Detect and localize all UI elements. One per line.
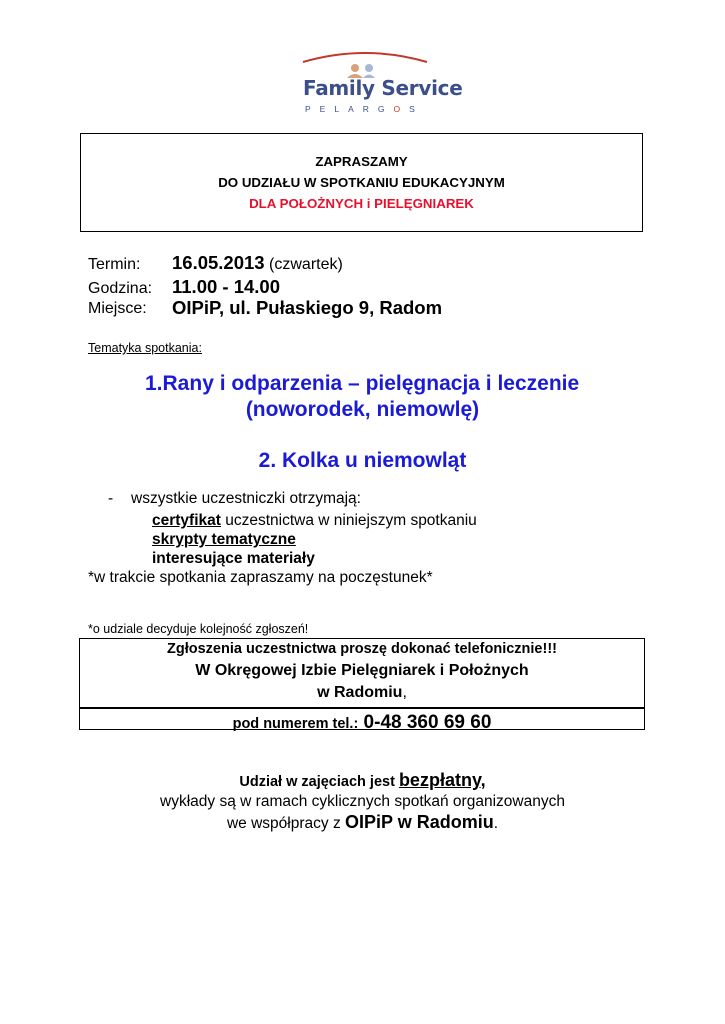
refreshments-note: *w trakcie spotkania zapraszamy na poczęstunek* bbox=[88, 569, 433, 586]
phone-number: 0-48 360 69 60 bbox=[358, 712, 492, 733]
termin-note: (czwartek) bbox=[269, 256, 343, 273]
topic-item-1-sub: (noworodek, niemowlę) bbox=[245, 398, 480, 421]
termin-value: 16.05.2013 bbox=[172, 252, 265, 273]
miejsce-value: OIPiP, ul. Pułaskiego 9, Radom bbox=[172, 297, 443, 318]
invitation-subtitle: DO UDZIAŁU W SPOTKANIU EDUKACYJNYM bbox=[218, 175, 505, 190]
miejsce-label: Miejsce: bbox=[88, 300, 147, 317]
godzina-value: 11.00 - 14.00 bbox=[172, 276, 281, 297]
termin-label: Termin: bbox=[88, 256, 141, 273]
family-service-logo bbox=[285, 48, 463, 120]
benefit-scripts: skrypty tematyczne bbox=[152, 531, 296, 548]
registration-divider bbox=[79, 707, 645, 709]
logo-subtitle: PELARGOS bbox=[305, 104, 424, 114]
logo-arc-icon bbox=[285, 48, 445, 78]
termin-row bbox=[172, 252, 343, 274]
logo-title: Family Service bbox=[303, 76, 463, 100]
benefit-dash: - bbox=[108, 490, 114, 507]
benefit-certificate: certyfikat uczestnictwa w niniejszym spotkaniu bbox=[152, 512, 477, 529]
topic-item-2: 2. Kolka u niemowląt bbox=[258, 449, 467, 472]
invitation-audience: DLA POŁOŻNYCH i PIELĘGNIAREK bbox=[249, 196, 474, 211]
topics-heading: Tematyka spotkania: bbox=[88, 341, 202, 355]
registration-phone: pod numerem tel.: 0-48 360 69 60 bbox=[232, 712, 492, 733]
registration-line-2: W Okręgowej Izbie Pielęgniarek i Położnych bbox=[195, 662, 529, 679]
footer-line-3: we współpracy z OIPiP w Radomiu. bbox=[226, 812, 499, 832]
invitation-header-box bbox=[80, 133, 643, 232]
footer-line-2: wykłady są w ramach cyklicznych spotkań organizowanych bbox=[160, 793, 565, 810]
order-note: *o udziale decyduje kolejność zgłoszeń! bbox=[88, 622, 309, 636]
benefits-intro: wszystkie uczestniczki otrzymają: bbox=[131, 490, 361, 507]
godzina-label: Godzina: bbox=[88, 280, 153, 297]
invitation-title: ZAPRASZAMY bbox=[315, 154, 408, 169]
footer-line-1: Udział w zajęciach jest bezpłatny, bbox=[239, 770, 486, 790]
registration-line-3: w Radomiu, bbox=[317, 684, 407, 701]
registration-line-1: Zgłoszenia uczestnictwa proszę dokonać telefonicznie!!! bbox=[167, 641, 557, 657]
topic-item-1: 1.Rany i odparzenia – pielęgnacja i leczenie bbox=[145, 372, 580, 395]
benefit-materials: interesujące materiały bbox=[152, 550, 315, 567]
